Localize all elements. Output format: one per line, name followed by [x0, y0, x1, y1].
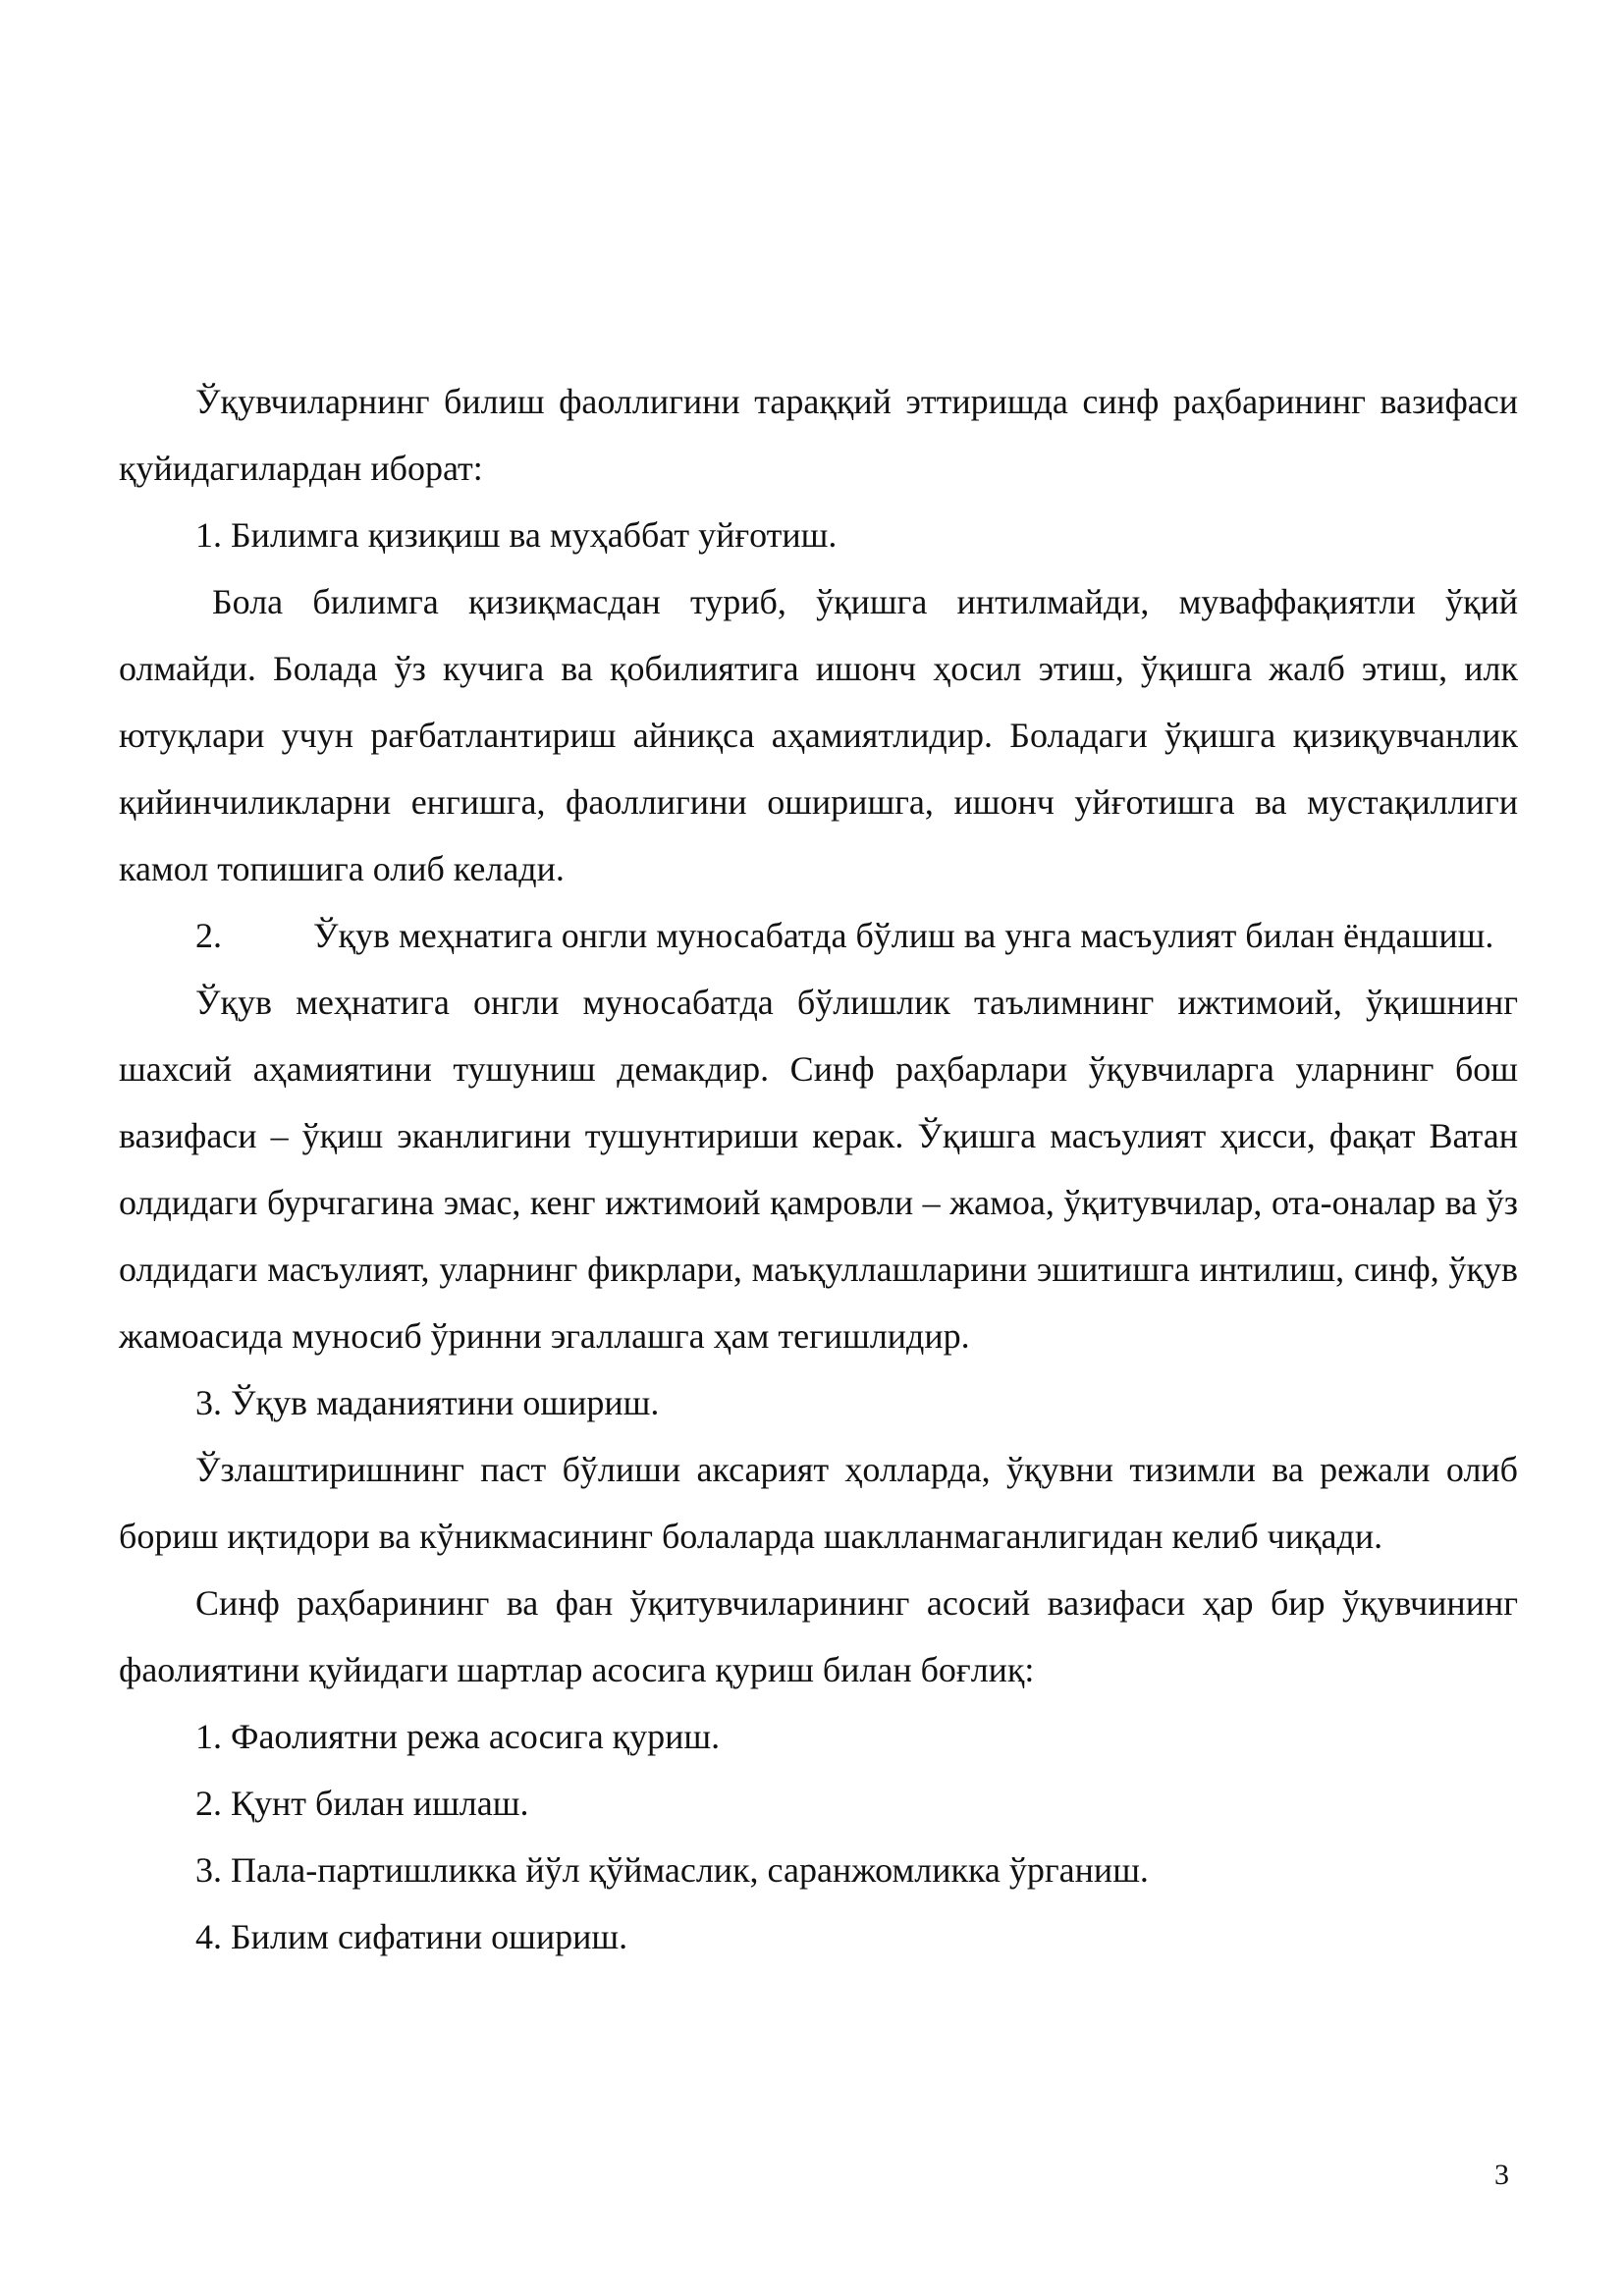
condition-item-1: 1. Фаолиятни режа асосига қуриш. [195, 1717, 721, 1756]
list-item-2-heading [119, 902, 1518, 969]
document-body [119, 368, 1518, 1970]
list-item-3-heading: 3. Ўқув маданиятини ошириш. [195, 1383, 660, 1422]
condition-item-2: 2. Қунт билан ишлаш. [195, 1784, 529, 1823]
paragraph-intro: Ўқувчиларнинг билиш фаоллигини тараққий эттиришда синф раҳбарининг вазифаси қуйидагилардан иборат: [119, 382, 1518, 488]
paragraph-low-performance: Ўзлаштиришнинг паст бўлиши аксарият ҳолларда, ўқувни тизимли ва режали олиб бориш иқтидори ва кўникмасининг болаларда шаклланмаганлигидан келиб чиқади. [119, 1450, 1518, 1556]
page-number: 3 [1494, 2159, 1509, 2191]
paragraph-teacher-tasks: Синф раҳбарининг ва фан ўқитувчиларининг асосий вазифаси ҳар бир ўқувчининг фаолиятини қуйидаги шартлар асосига қуриш билан боғлиқ: [119, 1583, 1518, 1689]
condition-item-3: 3. Пала-партишликка йўл қўймаслик, саранжомликка ўрганиш. [195, 1850, 1149, 1890]
list-item-2-text: Ўқув меҳнатига онгли муносабатда бўлиш ва унга масъулият билан ёндашиш. [313, 916, 1494, 955]
list-item-1-heading: 1. Билимга қизиқиш ва муҳаббат уйғотиш. [195, 515, 838, 555]
condition-item-4: 4. Билим сифатини ошириш. [195, 1917, 628, 1956]
paragraph-interest: Бола билимга қизиқмасдан туриб, ўқишга интилмайди, муваффақиятли ўқий олмайди. Болада ўз кучига ва қобилиятига ишонч ҳосил этиш, ўқишга жалб этиш, илк ютуқлари учун рағбатлантириш айниқса аҳамиятлидир. Боладаги ўқишга қизиқувчанлик қийинчиликларни енгишга, фаоллигини оширишга, ишонч уйғотишга ва мустақиллиги камол топишига олиб келади. [119, 582, 1518, 888]
paragraph-attitude: Ўқув меҳнатига онгли муносабатда бўлишлик таълимнинг ижтимоий, ўқишнинг шахсий аҳамиятини тушуниш демакдир. Синф раҳбарлари ўқувчиларга уларнинг бош вазифаси – ўқиш эканлигини тушунтириши керак. Ўқишга масъулият ҳисси, фақат Ватан олдидаги бурчгагина эмас, кенг ижтимоий қамровли – жамоа, ўқитувчилар, ота-оналар ва ўз олдидаги масъулият, уларнинг фикрлари, маъқуллашларини эшитишга интилиш, синф, ўқув жамоасида муносиб ўринни эгаллашга ҳам тегишлидир. [119, 983, 1518, 1356]
list-item-2-number: 2. [195, 916, 222, 955]
